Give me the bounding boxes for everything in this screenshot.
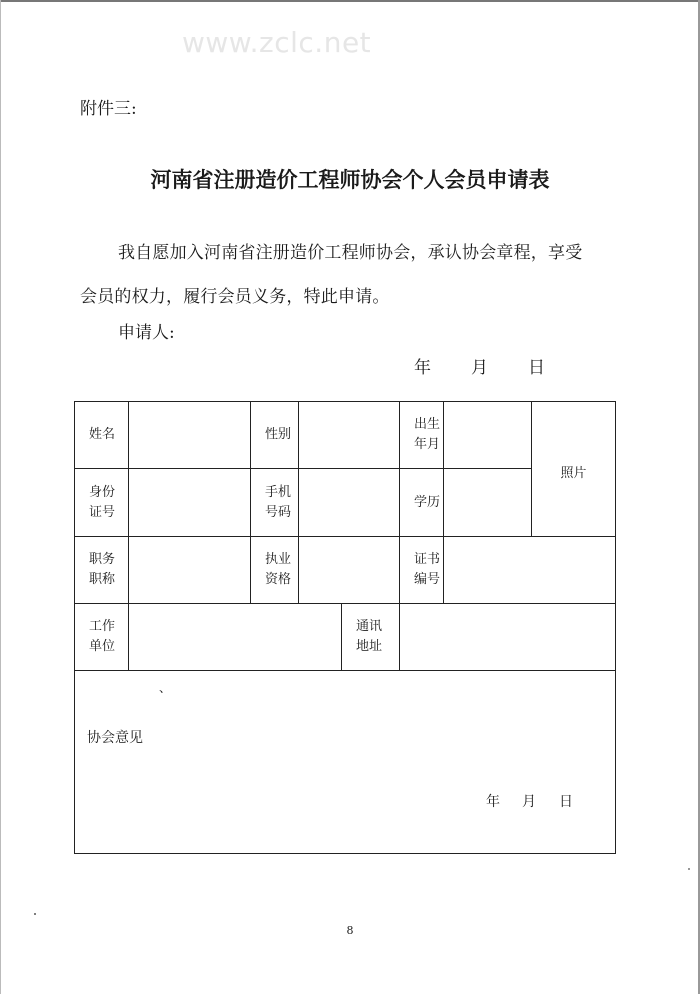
scan-speck [34, 913, 36, 915]
opinion-date-month: 月 [522, 794, 536, 810]
birth-label: 出生年月 [414, 417, 441, 452]
birth-label-cell [400, 402, 444, 469]
practice-label-cell [251, 537, 299, 604]
opinion-cell[interactable] [75, 671, 616, 854]
page-number: 8 [346, 924, 354, 937]
name-label-cell [75, 402, 129, 469]
practice-label: 执业资格 [265, 552, 292, 587]
education-label-cell [400, 469, 444, 537]
address-label: 通讯地址 [356, 619, 383, 654]
phone-label-cell [251, 469, 299, 537]
id-label-cell [75, 469, 129, 537]
gender-input-cell[interactable] [299, 402, 400, 469]
date-year-label: 年 [414, 358, 431, 378]
certificate-input-cell[interactable] [444, 537, 616, 604]
name-label: 姓名 [89, 427, 116, 442]
certificate-label-cell [400, 537, 444, 604]
photo-label: 照片 [560, 466, 587, 481]
application-form-table [74, 401, 616, 854]
work-unit-label-cell [75, 604, 129, 671]
id-label: 身份证号 [89, 484, 116, 520]
address-input-cell[interactable] [400, 604, 616, 671]
address-label-cell [342, 604, 400, 671]
applicant-label: 申请人: [118, 323, 175, 343]
position-label-cell [75, 537, 129, 604]
gender-label: 性别 [265, 427, 292, 442]
work-unit-label: 工作单位 [89, 619, 116, 654]
attachment-label: 附件三: [80, 99, 137, 119]
scan-speck [688, 868, 690, 870]
phone-label: 手机号码 [265, 484, 292, 520]
opinion-date-year: 年 [486, 794, 500, 810]
id-input-cell[interactable] [129, 469, 251, 537]
position-input-cell[interactable] [129, 537, 251, 604]
education-input-cell[interactable] [444, 469, 532, 537]
certificate-label: 证书编号 [414, 552, 441, 587]
form-title: 河南省注册造价工程师协会个人会员申请表 [150, 167, 550, 192]
date-day-label: 日 [528, 358, 545, 378]
scan-edge-top [0, 0, 700, 2]
birth-input-cell[interactable] [444, 402, 532, 469]
work-unit-input-cell[interactable] [129, 604, 342, 671]
photo-cell[interactable] [532, 402, 616, 537]
name-input-cell[interactable] [129, 402, 251, 469]
opinion-mark: 、 [159, 681, 172, 695]
education-label: 学历 [414, 494, 441, 510]
gender-label-cell [251, 402, 299, 469]
watermark: www.zclc.net [182, 26, 372, 59]
phone-input-cell[interactable] [299, 469, 400, 537]
statement-line-1: 我自愿加入河南省注册造价工程师协会，承认协会章程，享受 [118, 243, 583, 263]
statement-line-2: 会员的权力，履行会员义务，特此申请。 [80, 287, 390, 307]
position-label: 职务职称 [89, 552, 116, 587]
opinion-date-day: 日 [559, 794, 573, 810]
practice-input-cell[interactable] [299, 537, 400, 604]
date-month-label: 月 [471, 358, 488, 378]
scan-edge-left [0, 0, 1, 994]
opinion-label: 协会意见 [87, 730, 143, 746]
